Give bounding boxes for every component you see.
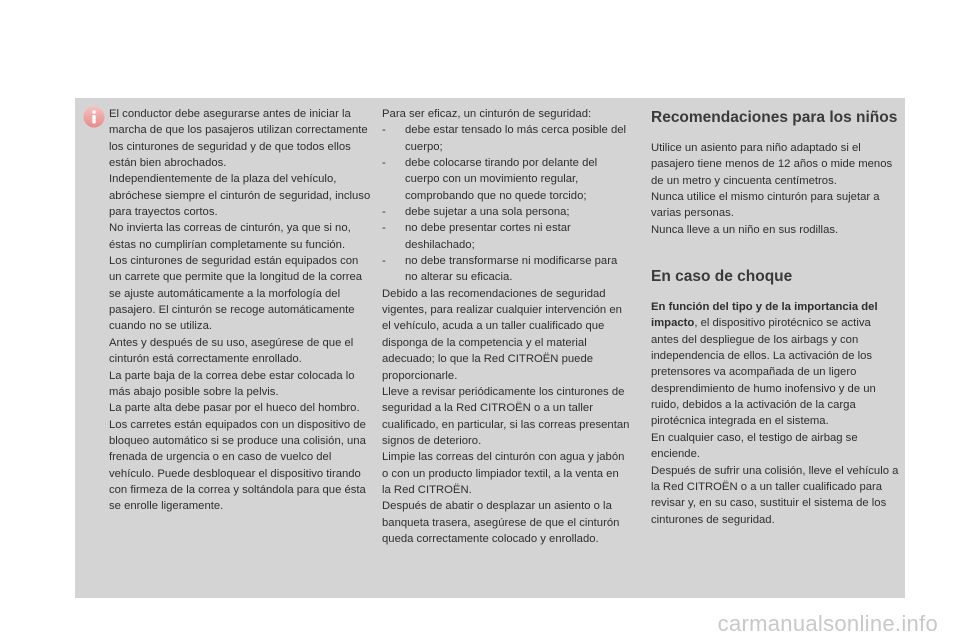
paragraph: La parte alta debe pasar por el hueco del hombro. (109, 402, 360, 415)
list-item-text: debe estar tensado lo más cerca posible del cuerpo; (405, 124, 627, 153)
paragraph: Después de abatir o desplazar un asiento o la banqueta trasera, asegúrese de que el cinturón queda correctamente colocado y enrollado. (382, 500, 620, 545)
paragraph: Independientemente de la plaza del vehículo, abróchese siempre el cinturón de seguridad, incluso para trayectos cortos. (109, 173, 371, 219)
column-belt-effectiveness (382, 106, 630, 547)
paragraph (651, 299, 899, 430)
list-item (382, 155, 630, 204)
content-panel (75, 98, 905, 598)
list-item-text: no debe presentar cortes ni estar deshilachado; (405, 222, 571, 251)
dash-bullet: - (382, 206, 386, 219)
paragraph-rest: , el dispositivo pirotécnico se activa antes del despliegue de los airbags y con independencia de ellos. La activación de los pretensores va acompañada de un ligero desprendimiento de humo inofensivo y de un ruido, debidos a la activación de la carga pirotécnica integrada en el sistema. (651, 317, 876, 428)
dash-bullet: - (382, 157, 386, 170)
list-item (382, 204, 630, 220)
dash-bullet: - (382, 255, 386, 268)
intro-text: Para ser eficaz, un cinturón de seguridad: (382, 108, 592, 120)
list-item (382, 253, 630, 286)
heading-crash: En caso de choque (651, 268, 793, 286)
list-item (382, 220, 630, 253)
paragraph: Después de sufrir una colisión, lleve el vehículo a la Red CITROËN o a un taller cualificado para revisar y, en su caso, sustituir el sistema de los cinturones de seguridad. (651, 464, 899, 526)
paragraph: Antes y después de su uso, asegúrese de que el cinturón está correctamente enrollado. (109, 336, 354, 366)
list-item (382, 122, 630, 155)
paragraph: Nunca utilice el mismo cinturón para sujetar a varias personas. (651, 191, 880, 220)
bold-lead: En función del tipo y de la importancia del impacto (651, 301, 878, 330)
paragraph: Limpie las correas del cinturón con agua y jabón o con un producto limpiador textil, a la venta en la Red CITROËN. (382, 451, 625, 496)
list-item-text: no debe transformarse ni modificarse para no alterar su eficacia. (405, 255, 618, 284)
paragraph: La parte baja de la correa debe estar colocada lo más abajo posible sobre la pelvis. (109, 369, 355, 398)
info-icon (83, 106, 105, 128)
list-item-text: debe colocarse tirando por delante del cuerpo con un movimiento regular, comprobando que no quede torcido; (405, 157, 598, 202)
watermark: carmanualsonline.info (717, 611, 938, 636)
list-item-text: debe sujetar a una sola persona; (405, 206, 570, 219)
paragraph: El conductor debe asegurarse antes de iniciar la marcha de que los pasajeros utilizan correctamente los cinturones de seguridad y de que todos ellos están bien abrochados. (109, 108, 368, 170)
paragraph: Los carretes están equipados con un dispositivo de bloqueo automático si se produce una colisión, una frenada de urgencia o en caso de vuelco del vehículo. Puede desbloquear el dispositivo tirando con firmeza de la correa y soltándola para que ésta se enrolle ligeramente. (109, 418, 366, 513)
dash-bullet: - (382, 124, 386, 137)
dash-bullet: - (382, 222, 386, 235)
heading-children: Recomendaciones para los niños (651, 109, 898, 126)
paragraph: Nunca lleve a un niño en sus rodillas. (651, 223, 839, 236)
paragraph: Debido a las recomendaciones de seguridad vigentes, para realizar cualquier intervención en el vehículo, acuda a un taller cualificado que disponga de la competencia y el material adecuado; lo que la Red CITROËN puede proporcionarle. (382, 287, 622, 382)
paragraph: Los cinturones de seguridad están equipados con un carrete que permite que la longitud de la correa se ajuste automáticamente a la morfología del pasajero. El cinturón se recoge automáticamente cuando no se utiliza. (109, 255, 363, 333)
column-children-and-crash (651, 106, 899, 528)
paragraph: En cualquier caso, el testigo de airbag se enciende. (651, 431, 858, 461)
paragraph: Lleve a revisar periódicamente los cinturones de seguridad a la Red CITROËN o a un taller cualificado, en particular, si las correas presentan signos de deterioro. (382, 385, 630, 447)
paragraph: Utilice un asiento para niño adaptado si el pasajero tiene menos de 12 años o mide menos de un metro y cincuenta centímetros. (651, 142, 893, 187)
column-safety-notes (109, 106, 371, 515)
paragraph: No invierta las correas de cinturón, ya que si no, éstas no cumplirían completamente su función. (109, 222, 351, 251)
